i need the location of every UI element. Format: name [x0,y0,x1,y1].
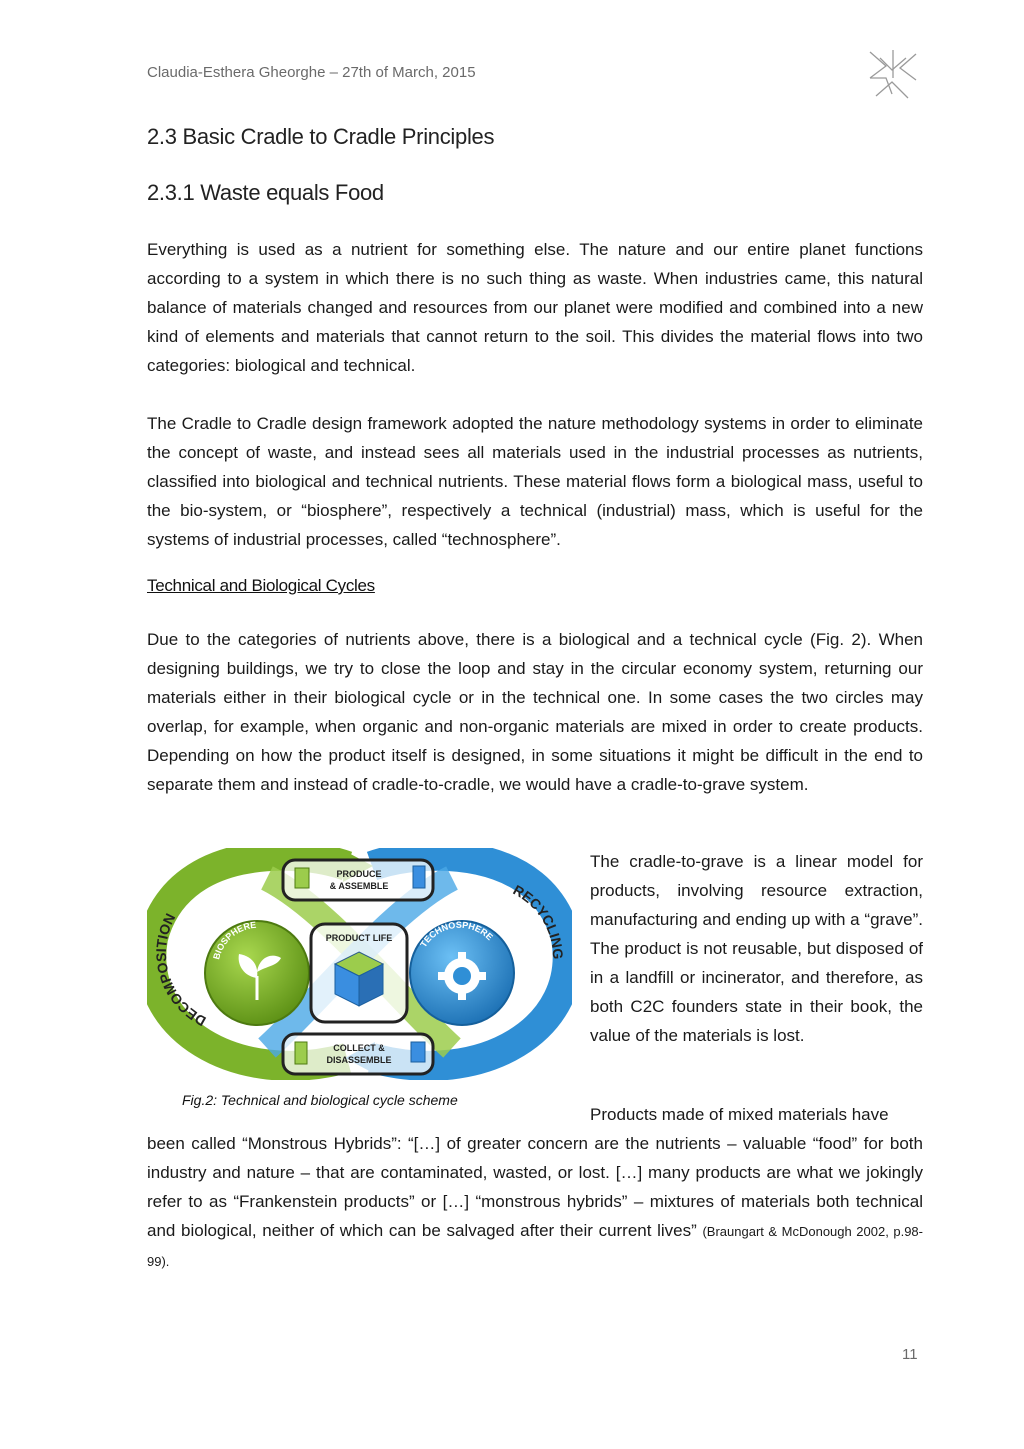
collect-label-line2: DISASSEMBLE [326,1055,392,1065]
paragraph-mixed-materials-first-line: Products made of mixed materials have [590,1105,889,1124]
produce-label-line2: & ASSEMBLE [329,881,389,891]
collect-label-line1: COLLECT & [333,1043,385,1053]
citation: (Braungart & McDonough 2002, p.98-99). [147,1224,923,1269]
paragraph-mixed-materials [147,1129,923,1276]
page-header-author-date: Claudia-Esthera Gheorghe – 27th of March, 2015 [147,64,476,81]
cube-icon [335,952,383,1006]
cycle-scheme-figure [147,848,572,1080]
recycling-label: RECYCLING [510,881,567,960]
cycles-subtitle: Technical and Biological Cycles [147,576,375,595]
paragraph-cradle-to-grave: The cradle-to-grave is a linear model for products, involving resource extraction, manufacturing and ending up with a “grave”. The product is not reusable, but disposed of in a landfill or incinerator, and therefore, as both C2C founders state in their book, the value of the materials is lost. [590,852,923,1045]
chevron-star-logo-icon [866,48,920,100]
page-number: 11 [902,1346,918,1363]
paragraph-waste-equals-food: Everything is used as a nutrient for something else. The nature and our entire planet functions according to a system in which there is no such thing as waste. When industries came, this natural balance of materials changed and resources from our planet were modified and combined into a new kind of elements and materials that cannot return to the soil. This divides the material flows into two categories: biological and technical. [147,240,923,375]
quote-text: been called “Monstrous Hybrids”: “[…] of greater concern are the nutrients – valuable “food” for both industry and nature – that are contaminated, wasted, or lost. […] many products are what we jokingly refer to as “Frankenstein products” or […] “monstrous hybrids” – mixtures of materials both technical and biological, neither of which can be salvaged after their current lives” [147,1134,923,1240]
decomposition-label: DECOMPOSITION [152,910,209,1030]
paragraph-cycles: Due to the categories of nutrients above, there is a biological and a technical cycle (Fig. 2). When designing buildings, we try to close the loop and stay in the circular economy system, returning our materials either in their biological cycle or in the technical one. In some cases the two circles may overlap, for example, when organic and non-organic materials are mixed in order to create products. Depending on how the product itself is designed, in some situations it might be difficult in the end to separate them and instead of cradle-to-cradle, we would have a cradle-to-grave system. [147,630,923,794]
section-heading: 2.3 Basic Cradle to Cradle Principles [147,124,495,149]
produce-label-line1: PRODUCE [336,869,382,879]
product-life-box [311,924,407,1022]
paragraph-c2c-framework: The Cradle to Cradle design framework adopted the nature methodology systems in order to eliminate the concept of waste, and instead sees all materials used in the industrial processes as nutrients, classified into biological and technical nutrients. These material flows form a biological mass, useful to the bio-system, or “biosphere”, respectively a technical (industrial) mass, which is useful for the systems of industrial processes, called “technosphere”. [147,414,923,549]
collect-disassemble-box [283,1034,433,1074]
biosphere-label: BIOSPHERE [211,919,257,961]
produce-assemble-box [283,860,433,900]
figure-caption: Fig.2: Technical and biological cycle scheme [182,1092,458,1108]
technosphere-label: TECHNOSPHERE [418,919,495,950]
product-life-label: PRODUCT LIFE [325,933,393,943]
subsection-heading: 2.3.1 Waste equals Food [147,180,384,205]
